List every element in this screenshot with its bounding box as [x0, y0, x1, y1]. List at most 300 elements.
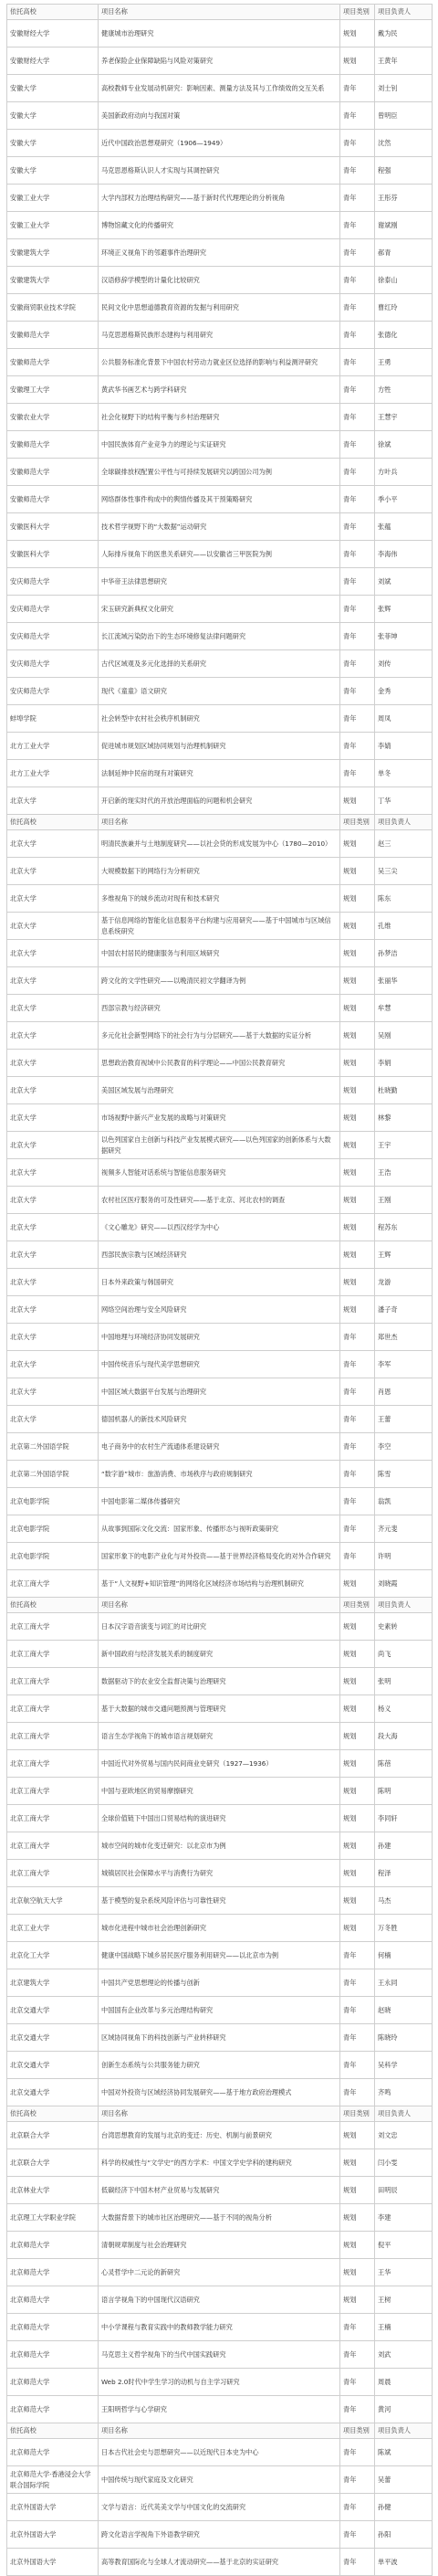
category-cell: 规划 [340, 1860, 375, 1887]
school-cell: 安徽理工大学 [7, 376, 99, 404]
leader-cell: 陈明 [375, 1778, 433, 1805]
school-cell: 北京联合大学 [7, 2149, 99, 2177]
school-cell: 北京外国语大学 [7, 2521, 99, 2549]
leader-cell: 张德化 [375, 322, 433, 349]
school-cell: 北京大学 [7, 787, 99, 815]
school-cell: 北京大学 [7, 995, 99, 1022]
leader-cell: 刘斌 [375, 568, 433, 596]
school-cell: 北京建筑大学 [7, 1969, 99, 1997]
project-cell: 思想政治教育视域中公民教育的科学理论——中国公民教育研究 [99, 1050, 340, 1077]
table-row [7, 1488, 433, 1515]
category-cell: 青年 [340, 239, 375, 267]
category-cell: 规划 [340, 1077, 375, 1104]
table-row [7, 541, 433, 568]
project-cell: 创新生态系统与公共服务能力研究 [99, 2052, 340, 2079]
project-cell: 心灵哲学中二元论的新研究 [99, 2259, 340, 2286]
project-cell: 日本汉字语音演变与词汇的对比研究 [99, 1613, 340, 1641]
project-cell: 现代《童童》语文研究 [99, 678, 340, 705]
table-row [7, 2396, 433, 2423]
project-cell: 中国近代对外贸易与国内民间商业史研究（1927—1936） [99, 1750, 340, 1778]
table-row [7, 2079, 433, 2106]
leader-cell: 翁凯 [375, 1488, 433, 1515]
leader-cell: 闫小雯 [375, 2149, 433, 2177]
project-cell: 跨文化语言学视角下外语教学研究 [99, 2521, 340, 2549]
school-cell: 北京工商大学 [7, 1695, 99, 1723]
school-cell: 北京工商大学 [7, 1750, 99, 1778]
leader-cell: 张明 [375, 1668, 433, 1695]
leader-cell: 孔维 [375, 913, 433, 940]
category-cell: 青年 [340, 2079, 375, 2106]
table-row [7, 2286, 433, 2314]
project-table [6, 4, 433, 2576]
header-project: 项目名称 [99, 2423, 340, 2439]
school-cell: 安徽大学 [7, 102, 99, 130]
table-row [7, 1613, 433, 1641]
category-cell: 规划 [340, 885, 375, 913]
project-cell: 大学内部权力治理结构研究——基于新时代代理理论的分析视角 [99, 185, 340, 212]
header-school: 依托高校 [7, 5, 99, 20]
leader-cell: 王慧宇 [375, 404, 433, 431]
leader-cell: 齐元斐 [375, 1515, 433, 1543]
leader-cell: 牟慧 [375, 995, 433, 1022]
project-cell: 马克思恩格斯认识人才实现与其调控研究 [99, 157, 340, 185]
project-cell: 语言生态学视角下的城市语言规划研究 [99, 1723, 340, 1750]
project-cell: 马克思恩格斯民族形态建构与利用研究 [99, 322, 340, 349]
category-cell: 青年 [340, 212, 375, 239]
project-cell: 市场视野中新兴产业发展的战略与对策研究 [99, 1104, 340, 1132]
table-row [7, 1241, 433, 1269]
project-cell: 多维视角下的城乡流动对现有和技术研究 [99, 885, 340, 913]
school-cell: 北京交通大学 [7, 2052, 99, 2079]
school-cell: 北京大学 [7, 858, 99, 885]
category-cell: 规划 [340, 1668, 375, 1695]
leader-cell: 谢斌刚 [375, 212, 433, 239]
category-cell: 青年 [340, 1378, 375, 1406]
table-row [7, 596, 433, 623]
table-row [7, 2204, 433, 2232]
category-cell: 规划 [340, 1132, 375, 1159]
project-cell: 台湾思想教育的发展与北京的变迁：历史、机制与前景研究 [99, 2122, 340, 2149]
category-cell: 青年 [340, 2396, 375, 2423]
school-cell: 安徽商贸职业技术学院 [7, 294, 99, 322]
table-row [7, 650, 433, 678]
project-cell: 博物馆藏文化的传播研究 [99, 212, 340, 239]
school-cell: 北京大学 [7, 940, 99, 967]
project-cell: 农村社区医疗服务的可及性研究——基于北京、河北农村的调查 [99, 1187, 340, 1214]
table-row [7, 1860, 433, 1887]
leader-cell: 方叶兵 [375, 459, 433, 486]
school-cell: 北京师范大学 [7, 2341, 99, 2369]
table-row [7, 1915, 433, 1942]
leader-cell: 程泽 [375, 1860, 433, 1887]
table-row [7, 1695, 433, 1723]
leader-cell: 肖恩 [375, 1378, 433, 1406]
table-row [7, 1132, 433, 1159]
category-cell: 青年 [340, 2521, 375, 2549]
leader-cell: 程强 [375, 157, 433, 185]
table-row [7, 2549, 433, 2576]
category-cell: 规划 [340, 967, 375, 995]
category-cell: 青年 [340, 1488, 375, 1515]
table-row [7, 2232, 433, 2259]
leader-cell: 张菲坤 [375, 623, 433, 650]
project-cell: 黄武华书画艺术与跨学科研究 [99, 376, 340, 404]
school-cell: 安徽师范大学 [7, 322, 99, 349]
leader-cell: 徐泰山 [375, 267, 433, 294]
project-cell: 中国国有企业改革与多元治理结构研究 [99, 1997, 340, 2024]
school-cell: 北京大学 [7, 885, 99, 913]
project-cell: 城镇居民社会保障水平与消费行为研究 [99, 1860, 340, 1887]
category-cell: 青年 [340, 349, 375, 376]
school-cell: 北京师范大学 [7, 2439, 99, 2466]
leader-cell: 季小平 [375, 486, 433, 513]
school-cell: 安徽建筑大学 [7, 239, 99, 267]
project-cell: 低碳经济下中国木材产业贸易与发展研究 [99, 2177, 340, 2204]
project-cell: 高等教育国际化与全球人才流动研究——基于北京的实证研究 [99, 2549, 340, 2576]
project-cell: 中国农村居民的健康服务与利用区域研究 [99, 940, 340, 967]
header-school: 依托高校 [7, 815, 99, 830]
school-cell: 北方工业大学 [7, 733, 99, 760]
school-cell: 北京大学 [7, 1187, 99, 1214]
category-cell: 青年 [340, 513, 375, 541]
project-cell: 社会转型中农村社会秩序机制研究 [99, 705, 340, 733]
project-cell: 开启新的现实时代的开放治理面临的问题和机会研究 [99, 787, 340, 815]
category-cell: 规划 [340, 1805, 375, 1832]
category-cell: 规划 [340, 2286, 375, 2314]
project-cell: 环境正义视角下的邻避事件治理研究 [99, 239, 340, 267]
school-cell: 北京林业大学 [7, 2177, 99, 2204]
project-cell: 王阳明哲学与心学研究 [99, 2396, 340, 2423]
project-cell: 城市空间的城市化变迁研究：以北京市为例 [99, 1832, 340, 1860]
leader-cell: 单平波 [375, 2549, 433, 2576]
school-cell: 北京外国语大学 [7, 2549, 99, 2576]
table-row [7, 404, 433, 431]
table-row [7, 322, 433, 349]
header-leader: 项目负责人 [375, 1598, 433, 1613]
project-cell: 技术哲学视野下的“大数据”运动研究 [99, 513, 340, 541]
school-cell: 北京大学 [7, 1269, 99, 1296]
table-row [7, 1214, 433, 1241]
project-cell: 跨文化的文学性研究——以晚清民初文学翻译为例 [99, 967, 340, 995]
leader-cell: 曾明臣 [375, 102, 433, 130]
leader-cell: 王勇 [375, 349, 433, 376]
school-cell: 安徽财经大学 [7, 20, 99, 48]
table-row [7, 1668, 433, 1695]
table-row [7, 1406, 433, 1433]
school-cell: 北京工商大学 [7, 1805, 99, 1832]
school-cell: 安徽建筑大学 [7, 267, 99, 294]
project-cell: 高校教师专业发展动机研究：影响因素、测量方法及其与工作绩效的交互关系 [99, 75, 340, 102]
school-cell: 北京工商大学 [7, 1570, 99, 1598]
school-cell: 北京工商大学 [7, 1668, 99, 1695]
leader-cell: 马杰 [375, 1887, 433, 1915]
project-cell: 中国民族体育产业竞争力的理论与实证研究 [99, 431, 340, 459]
table-row [7, 1641, 433, 1668]
leader-cell: 张丽华 [375, 967, 433, 995]
leader-cell: 孙梦洁 [375, 940, 433, 967]
category-cell: 青年 [340, 2369, 375, 2396]
table-row [7, 1832, 433, 1860]
table-row [7, 2052, 433, 2079]
project-cell: 区域协同视角下的科技创新与产业转移研究 [99, 2024, 340, 2052]
table-row [7, 459, 433, 486]
leader-cell: 赵三 [375, 830, 433, 858]
category-cell: 规划 [340, 2232, 375, 2259]
table-row [7, 1887, 433, 1915]
table-row [7, 1805, 433, 1832]
category-cell: 规划 [340, 1778, 375, 1805]
school-cell: 安庆师范大学 [7, 596, 99, 623]
category-cell: 青年 [340, 376, 375, 404]
project-cell: 日本外来政策与韩国研究 [99, 1269, 340, 1296]
leader-cell: 田明辰 [375, 2177, 433, 2204]
school-cell: 北京工商大学 [7, 1641, 99, 1668]
leader-cell: 程苏东 [375, 1214, 433, 1241]
leader-cell: 黄河 [375, 2396, 433, 2423]
table-row [7, 913, 433, 940]
school-cell: 北京大学 [7, 830, 99, 858]
category-cell: 青年 [340, 2439, 375, 2466]
table-row [7, 130, 433, 157]
project-cell: Web 2.0时代中学生学习的动机与自主学习研究 [99, 2369, 340, 2396]
project-cell: 基于信息网络的智能化信息服务平台构建与应用研究——基于中国城市与区域信息系统研究 [99, 913, 340, 940]
table-row [7, 2466, 433, 2494]
table-row [7, 678, 433, 705]
table-row [7, 940, 433, 967]
table-row [7, 760, 433, 787]
category-cell: 青年 [340, 130, 375, 157]
leader-cell: 陈晓玲 [375, 2024, 433, 2052]
project-cell: 马克思主义哲学视角下的当代中国实践研究 [99, 2341, 340, 2369]
category-cell: 青年 [340, 2314, 375, 2341]
leader-cell: 李同轩 [375, 1805, 433, 1832]
school-cell: 北京大学 [7, 1022, 99, 1050]
project-cell: 清朝规章制度与社会治理研究 [99, 2232, 340, 2259]
project-cell: 人际排斥视角下的医患关系研究——以安徽省三甲医院为例 [99, 541, 340, 568]
table-header-row [7, 815, 433, 830]
school-cell: 安庆师范大学 [7, 623, 99, 650]
table-row [7, 212, 433, 239]
project-cell: 健康城市治理研究 [99, 20, 340, 48]
leader-cell: 戴为民 [375, 20, 433, 48]
leader-cell: 王彤芬 [375, 185, 433, 212]
category-cell: 规划 [340, 1915, 375, 1942]
header-leader: 项目负责人 [375, 815, 433, 830]
header-project: 项目名称 [99, 815, 340, 830]
category-cell: 规划 [340, 913, 375, 940]
project-cell: 明清民族兼并与土地制度研究——以社会贷的形成发展为中心（1780—2010） [99, 830, 340, 858]
project-cell: 中国地理与环境经济协同发展研究 [99, 1324, 340, 1351]
category-cell: 规划 [340, 1750, 375, 1778]
project-cell: 美国新政府动向与我国对策 [99, 102, 340, 130]
leader-cell: 潘子奇 [375, 1296, 433, 1324]
project-cell: 中国区域大数据平台发展与治理研究 [99, 1378, 340, 1406]
header-category: 项目类别 [340, 2106, 375, 2122]
table-row [7, 20, 433, 48]
table-row [7, 787, 433, 815]
table-row [7, 1997, 433, 2024]
project-cell: 长江流域污染防治下的生态环境修复法律问题研究 [99, 623, 340, 650]
school-cell: 北京大学 [7, 1296, 99, 1324]
leader-cell: 孙健 [375, 2494, 433, 2521]
leader-cell: 丁华 [375, 787, 433, 815]
category-cell: 青年 [340, 2052, 375, 2079]
leader-cell: 曹红玲 [375, 294, 433, 322]
school-cell: 北京大学 [7, 1077, 99, 1104]
table-row [7, 2024, 433, 2052]
project-cell: 网络空间治理与安全风险研究 [99, 1296, 340, 1324]
header-category: 项目类别 [340, 2423, 375, 2439]
leader-cell: 郝青 [375, 239, 433, 267]
leader-cell: 刘传 [375, 650, 433, 678]
category-cell: 规划 [340, 1159, 375, 1187]
school-cell: 安徽工业大学 [7, 185, 99, 212]
project-cell: 全球碳排放权配置公平性与可持续发展研究以跨国公司为例 [99, 459, 340, 486]
school-cell: 北京大学 [7, 967, 99, 995]
table-row [7, 1543, 433, 1570]
table-row [7, 2122, 433, 2149]
category-cell: 青年 [340, 102, 375, 130]
table-row [7, 1269, 433, 1296]
category-cell: 青年 [340, 1324, 375, 1351]
school-cell: 安庆师范大学 [7, 678, 99, 705]
school-cell: 安徽大学 [7, 157, 99, 185]
leader-cell: 王刚 [375, 1187, 433, 1214]
table-row [7, 995, 433, 1022]
table-row [7, 513, 433, 541]
school-cell: 安徽师范大学 [7, 459, 99, 486]
table-row [7, 1104, 433, 1132]
category-cell: 规划 [340, 1187, 375, 1214]
leader-cell: 万冬胜 [375, 1915, 433, 1942]
table-row [7, 2341, 433, 2369]
leader-cell: 倪平 [375, 2232, 433, 2259]
table-row [7, 733, 433, 760]
school-cell: 安徽医科大学 [7, 541, 99, 568]
project-cell: 法制延伸中民宿的现有对策研究 [99, 760, 340, 787]
school-cell: 安徽师范大学 [7, 431, 99, 459]
leader-cell: 吴蕾 [375, 2466, 433, 2494]
project-cell: 以色列国家自主创新与科技产业发展模式研究——以色列国家的创新体系与大数据研究 [99, 1132, 340, 1159]
leader-cell: 杨义 [375, 1695, 433, 1723]
school-cell: 安徽师范大学 [7, 349, 99, 376]
category-cell: 规划 [340, 2204, 375, 2232]
school-cell: 北京工业大学 [7, 1915, 99, 1942]
table-row [7, 431, 433, 459]
table-row [7, 1351, 433, 1378]
category-cell: 规划 [340, 1296, 375, 1324]
table-row [7, 2177, 433, 2204]
leader-cell: 王浩 [375, 1159, 433, 1187]
school-cell: 蚌埠学院 [7, 705, 99, 733]
table-row [7, 885, 433, 913]
school-cell: 安徽大学 [7, 130, 99, 157]
project-cell: 公共服务标准化背景下中国农村劳动力就业区位选择的影响与利益测评研究 [99, 349, 340, 376]
school-cell: 安庆师范大学 [7, 650, 99, 678]
header-category: 项目类别 [340, 815, 375, 830]
project-cell: 《文心雕龙》研究——以西汉经学为中心 [99, 1214, 340, 1241]
header-leader: 项目负责人 [375, 2423, 433, 2439]
school-cell: 北京师范大学 [7, 2232, 99, 2259]
leader-cell: 郑世杰 [375, 1324, 433, 1351]
school-cell: 北京师范大学 [7, 2369, 99, 2396]
school-cell: 北京大学 [7, 1159, 99, 1187]
table-row [7, 1942, 433, 1969]
table-row [7, 967, 433, 995]
category-cell: 规划 [340, 1723, 375, 1750]
project-cell: 中国与亚欧地区的贸易摩擦研究 [99, 1778, 340, 1805]
table-header-row [7, 2423, 433, 2439]
project-cell: 促进城市规划区域协同规划与治理机制研究 [99, 733, 340, 760]
school-cell: 北京大学 [7, 1050, 99, 1077]
category-cell: 规划 [340, 1241, 375, 1269]
project-cell: 民间文化中思想道德教育资源的发掘与利用研究 [99, 294, 340, 322]
table-row [7, 1187, 433, 1214]
project-cell: “数字游”城市：旅游消费、市场秩序与政府规制研究 [99, 1461, 340, 1488]
header-leader: 项目负责人 [375, 5, 433, 20]
project-cell: 社会化视野下的结构平衡与乡村治理研究 [99, 404, 340, 431]
table-row [7, 75, 433, 102]
school-cell: 安徽师范大学 [7, 486, 99, 513]
school-cell: 安徽财经大学 [7, 48, 99, 75]
table-row [7, 185, 433, 212]
category-cell: 规划 [340, 787, 375, 815]
table-row [7, 705, 433, 733]
category-cell: 青年 [340, 1461, 375, 1488]
category-cell: 青年 [340, 1942, 375, 1969]
school-cell: 北京联合大学 [7, 2122, 99, 2149]
category-cell: 青年 [340, 733, 375, 760]
category-cell: 规划 [340, 2149, 375, 2177]
project-cell: 基于模型的复杂系统风险评估与可靠性研究 [99, 1887, 340, 1915]
leader-cell: 周凤 [375, 705, 433, 733]
table-row [7, 1022, 433, 1050]
project-cell: 宋玉研究新典权文化研究 [99, 596, 340, 623]
project-cell: 中华帝王法律思想研究 [99, 568, 340, 596]
school-cell: 北京工商大学 [7, 1860, 99, 1887]
category-cell: 青年 [340, 459, 375, 486]
project-cell: 古代区域观及多元化选择的关系研究 [99, 650, 340, 678]
leader-cell: 龙游 [375, 1269, 433, 1296]
leader-cell: 单冬 [375, 760, 433, 787]
category-cell: 规划 [340, 48, 375, 75]
project-cell: 全球价值链下中国出口贸易结构的演进研究 [99, 1805, 340, 1832]
category-cell: 青年 [340, 1406, 375, 1433]
project-cell: 基于“人文视野+知识管理”的网络化区域经济市场结构与治理机制研究 [99, 1570, 340, 1598]
header-leader: 项目负责人 [375, 2106, 433, 2122]
leader-cell: 王宇 [375, 1132, 433, 1159]
table-row [7, 48, 433, 75]
school-cell: 北京外国语大学 [7, 2494, 99, 2521]
project-table-body [7, 5, 433, 2576]
category-cell: 青年 [340, 294, 375, 322]
table-row [7, 2149, 433, 2177]
category-cell: 规划 [340, 1641, 375, 1668]
category-cell: 规划 [340, 1613, 375, 1641]
leader-cell: 吴刚 [375, 1022, 433, 1050]
school-cell: 北京工商大学 [7, 1832, 99, 1860]
table-row [7, 1050, 433, 1077]
category-cell: 青年 [340, 404, 375, 431]
leader-cell: 周晨 [375, 2369, 433, 2396]
table-header-row [7, 2106, 433, 2122]
table-row [7, 349, 433, 376]
category-cell: 青年 [340, 1997, 375, 2024]
leader-cell: 杜晓勤 [375, 1077, 433, 1104]
table-row [7, 1077, 433, 1104]
category-cell: 青年 [340, 322, 375, 349]
table-row [7, 2259, 433, 2286]
